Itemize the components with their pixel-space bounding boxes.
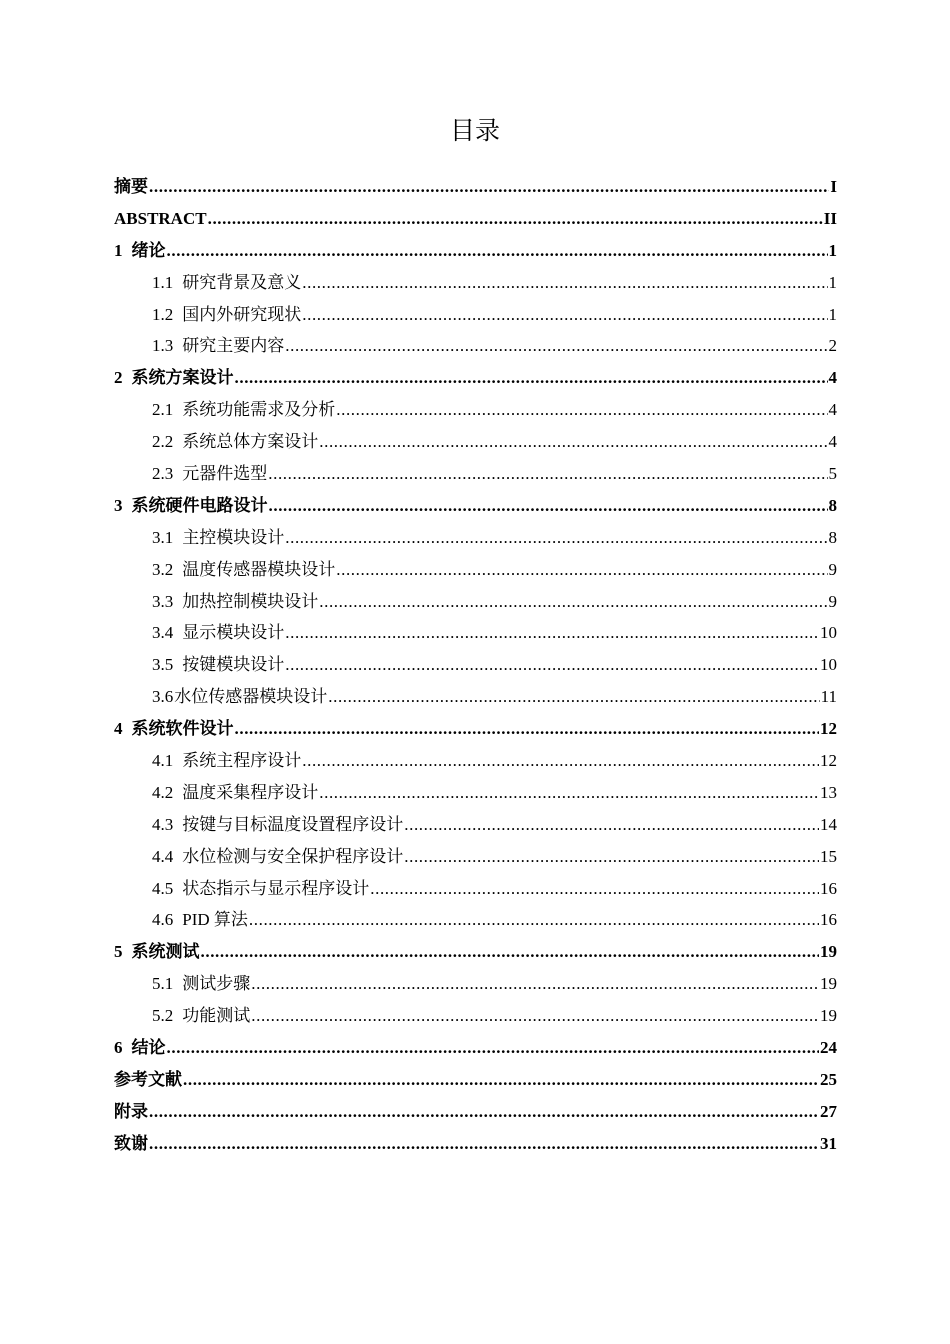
toc-dot-leader bbox=[201, 936, 820, 968]
toc-dot-leader bbox=[319, 777, 819, 809]
toc-entry-number: 3.6 bbox=[152, 687, 174, 707]
toc-entry[interactable] bbox=[114, 586, 837, 618]
toc-entry-page: 25 bbox=[820, 1069, 837, 1089]
toc-entry-number: 3.4 bbox=[152, 623, 174, 643]
toc-entry-number: 3.1 bbox=[152, 527, 174, 547]
toc-entry-page: 8 bbox=[828, 495, 837, 515]
toc-entry-title: PID 算法 bbox=[182, 910, 248, 930]
toc-entry[interactable] bbox=[114, 936, 837, 968]
toc-entry-title: 温度采集程序设计 bbox=[182, 782, 319, 802]
toc-dot-leader bbox=[235, 362, 828, 394]
toc-entry-page: 12 bbox=[820, 751, 837, 771]
toc-entry[interactable] bbox=[114, 330, 837, 362]
toc-entry-title: 致谢 bbox=[114, 1133, 148, 1153]
toc-entry-title: 加热控制模块设计 bbox=[182, 591, 319, 611]
toc-entry-page: 4 bbox=[828, 368, 837, 388]
toc-entry[interactable] bbox=[114, 458, 837, 490]
toc-dot-leader bbox=[328, 681, 819, 713]
toc-entry-title: 系统测试 bbox=[131, 942, 200, 962]
toc-entry[interactable] bbox=[114, 299, 837, 331]
toc-dot-leader bbox=[149, 1096, 819, 1128]
toc-entry[interactable] bbox=[114, 681, 837, 713]
toc-entry-title: 测试步骤 bbox=[182, 974, 251, 994]
toc-entry-number: 2.3 bbox=[152, 464, 174, 484]
toc-entry-page: 8 bbox=[828, 527, 837, 547]
toc-dot-leader bbox=[285, 522, 827, 554]
toc-entry-title: 元器件选型 bbox=[182, 464, 268, 484]
toc-entry-page: II bbox=[823, 208, 837, 228]
toc-entry-title: 结论 bbox=[131, 1038, 166, 1058]
toc-entry-number: 2 bbox=[114, 368, 123, 388]
toc-dot-leader bbox=[319, 426, 827, 458]
toc-entry-title: 系统方案设计 bbox=[131, 368, 234, 388]
toc-entry-number: 3.3 bbox=[152, 591, 174, 611]
toc-entry[interactable] bbox=[114, 171, 837, 203]
toc-dot-leader bbox=[183, 1064, 819, 1096]
toc-entry-title: 国内外研究现状 bbox=[182, 304, 302, 324]
toc-entry[interactable] bbox=[114, 1128, 837, 1160]
toc-dot-leader bbox=[167, 235, 828, 267]
toc-entry-page: 13 bbox=[820, 782, 837, 802]
toc-entry-number: 4 bbox=[114, 719, 123, 739]
table-of-contents bbox=[114, 171, 837, 1160]
toc-entry-page: 15 bbox=[820, 846, 837, 866]
toc-entry-page: 5 bbox=[828, 464, 837, 484]
toc-entry[interactable] bbox=[114, 904, 837, 936]
toc-entry[interactable] bbox=[114, 649, 837, 681]
toc-dot-leader bbox=[249, 904, 819, 936]
toc-entry-title: ABSTRACT bbox=[114, 208, 207, 228]
toc-entry-number: 3.2 bbox=[152, 559, 174, 579]
toc-entry-title: 按键模块设计 bbox=[182, 655, 285, 675]
toc-entry-title: 研究主要内容 bbox=[182, 336, 285, 356]
toc-entry[interactable] bbox=[114, 777, 837, 809]
toc-dot-leader bbox=[302, 299, 827, 331]
toc-entry[interactable] bbox=[114, 1000, 837, 1032]
toc-entry-title: 按键与目标温度设置程序设计 bbox=[182, 814, 404, 834]
toc-entry-number: 3.5 bbox=[152, 655, 174, 675]
toc-dot-leader bbox=[336, 394, 827, 426]
toc-entry-page: 19 bbox=[820, 942, 837, 962]
page-title: 目录 bbox=[449, 116, 500, 145]
toc-entry-title: 主控模块设计 bbox=[182, 527, 285, 547]
toc-dot-leader bbox=[251, 1000, 819, 1032]
toc-entry[interactable] bbox=[114, 713, 837, 745]
toc-dot-leader bbox=[285, 617, 819, 649]
toc-entry-title: 温度传感器模块设计 bbox=[182, 559, 336, 579]
toc-entry-number: 4.3 bbox=[152, 814, 174, 834]
toc-entry[interactable] bbox=[114, 522, 837, 554]
toc-entry[interactable] bbox=[114, 841, 837, 873]
toc-entry[interactable] bbox=[114, 362, 837, 394]
toc-entry[interactable] bbox=[114, 235, 837, 267]
toc-entry-page: 19 bbox=[820, 974, 837, 994]
toc-entry-page: I bbox=[830, 177, 837, 196]
toc-entry[interactable] bbox=[114, 617, 837, 649]
toc-entry-number: 5 bbox=[114, 942, 123, 962]
toc-entry-page: 10 bbox=[820, 623, 837, 643]
toc-entry-page: 14 bbox=[820, 814, 837, 834]
toc-entry-title: 系统主程序设计 bbox=[182, 751, 302, 771]
toc-entry-page: 1 bbox=[828, 272, 837, 292]
toc-entry-number: 2.1 bbox=[152, 400, 174, 420]
toc-entry[interactable] bbox=[114, 426, 837, 458]
toc-dot-leader bbox=[404, 841, 819, 873]
toc-entry-title: 水位检测与安全保护程序设计 bbox=[182, 846, 404, 866]
toc-entry[interactable] bbox=[114, 1064, 837, 1096]
toc-dot-leader bbox=[167, 1032, 820, 1064]
toc-entry-title: 摘要 bbox=[114, 177, 148, 196]
toc-entry-page: 27 bbox=[820, 1101, 837, 1121]
toc-dot-leader bbox=[208, 203, 823, 235]
toc-dot-leader bbox=[149, 1128, 819, 1160]
toc-entry-page: 16 bbox=[820, 878, 837, 898]
toc-dot-leader bbox=[235, 713, 820, 745]
toc-entry[interactable] bbox=[114, 203, 837, 235]
toc-entry-number: 1.3 bbox=[152, 336, 174, 356]
toc-dot-leader bbox=[268, 458, 827, 490]
toc-entry-number: 3 bbox=[114, 495, 123, 515]
toc-entry-page: 19 bbox=[820, 1006, 837, 1026]
toc-entry-page: 24 bbox=[820, 1038, 837, 1058]
toc-dot-leader bbox=[285, 330, 827, 362]
toc-entry-page: 31 bbox=[820, 1133, 837, 1153]
toc-entry-number: 5.2 bbox=[152, 1006, 174, 1026]
toc-entry-title: 系统硬件电路设计 bbox=[131, 495, 268, 515]
toc-entry-page: 4 bbox=[828, 400, 837, 420]
toc-entry-title: 显示模块设计 bbox=[182, 623, 285, 643]
toc-entry-number: 1.1 bbox=[152, 272, 174, 292]
toc-entry[interactable] bbox=[114, 394, 837, 426]
toc-entry-page: 10 bbox=[820, 655, 837, 675]
toc-entry-number: 4.4 bbox=[152, 846, 174, 866]
toc-dot-leader bbox=[251, 968, 819, 1000]
toc-entry-number: 1 bbox=[114, 240, 123, 260]
toc-entry-page: 11 bbox=[820, 687, 837, 707]
toc-entry-number: 2.2 bbox=[152, 432, 174, 452]
toc-entry[interactable] bbox=[114, 968, 837, 1000]
toc-dot-leader bbox=[404, 809, 819, 841]
toc-entry-number: 4.1 bbox=[152, 751, 174, 771]
toc-entry-number: 1.2 bbox=[152, 304, 174, 324]
toc-entry-number: 4.2 bbox=[152, 782, 174, 802]
toc-dot-leader bbox=[370, 873, 819, 905]
toc-entry-title: 水位传感器模块设计 bbox=[174, 687, 328, 707]
toc-dot-leader bbox=[285, 649, 819, 681]
toc-entry[interactable] bbox=[114, 1096, 837, 1128]
toc-entry-title: 附录 bbox=[114, 1101, 148, 1121]
toc-entry-title: 参考文献 bbox=[114, 1069, 182, 1089]
toc-entry-title: 研究背景及意义 bbox=[182, 272, 302, 292]
toc-entry-page: 12 bbox=[820, 719, 837, 739]
toc-entry-number: 6 bbox=[114, 1038, 123, 1058]
toc-entry-page: 1 bbox=[828, 304, 837, 324]
toc-entry[interactable] bbox=[114, 873, 837, 905]
toc-entry-title: 功能测试 bbox=[182, 1006, 251, 1026]
toc-entry[interactable] bbox=[114, 1032, 837, 1064]
toc-entry-number: 5.1 bbox=[152, 974, 174, 994]
toc-entry-page: 9 bbox=[828, 591, 837, 611]
toc-dot-leader bbox=[269, 490, 828, 522]
toc-entry-page: 16 bbox=[820, 910, 837, 930]
toc-entry[interactable] bbox=[114, 490, 837, 522]
toc-entry-number: 4.5 bbox=[152, 878, 174, 898]
toc-entry[interactable] bbox=[114, 745, 837, 777]
toc-entry-title: 状态指示与显示程序设计 bbox=[182, 878, 370, 898]
toc-entry-page: 2 bbox=[828, 336, 837, 356]
toc-entry-title: 系统软件设计 bbox=[131, 719, 234, 739]
toc-entry[interactable] bbox=[114, 809, 837, 841]
toc-entry[interactable] bbox=[114, 554, 837, 586]
toc-dot-leader bbox=[302, 267, 827, 299]
toc-dot-leader bbox=[302, 745, 819, 777]
toc-entry-number: 4.6 bbox=[152, 910, 174, 930]
toc-dot-leader bbox=[336, 554, 827, 586]
toc-dot-leader bbox=[319, 586, 827, 618]
toc-entry-title: 系统总体方案设计 bbox=[182, 432, 319, 452]
toc-entry-title: 系统功能需求及分析 bbox=[182, 400, 336, 420]
toc-entry-title: 绪论 bbox=[131, 240, 166, 260]
toc-dot-leader bbox=[149, 171, 829, 203]
toc-entry-page: 4 bbox=[828, 432, 837, 452]
toc-entry-page: 9 bbox=[828, 559, 837, 579]
toc-entry[interactable] bbox=[114, 267, 837, 299]
toc-entry-page: 1 bbox=[828, 240, 837, 260]
